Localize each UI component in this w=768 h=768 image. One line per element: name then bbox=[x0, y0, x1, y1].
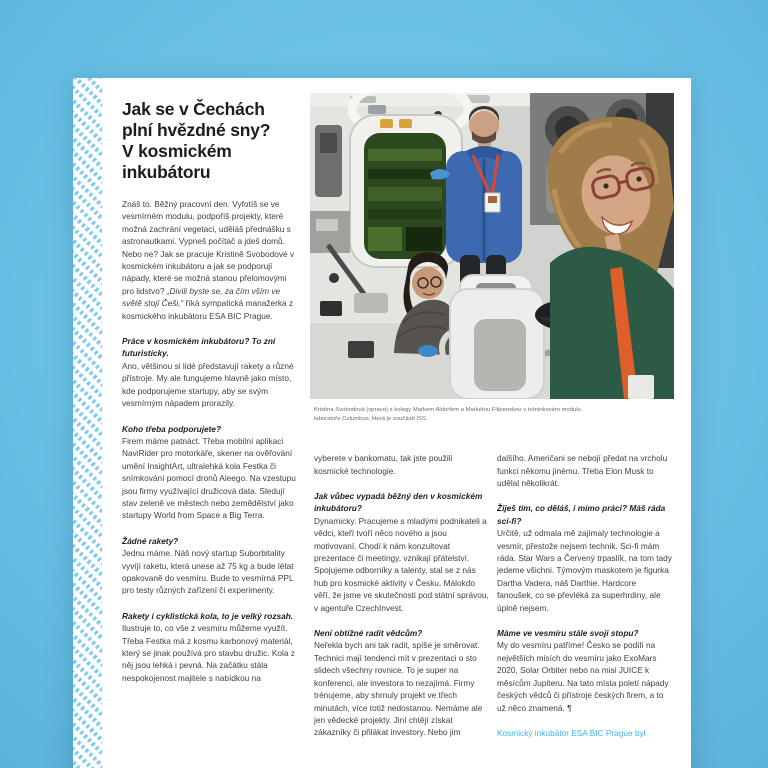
question: Máme ve vesmíru stále svoji stopu? bbox=[497, 628, 639, 639]
answer: Neřekla bych ani tak radit, spíše je směrovat. Technici mají tendenci mít v prezentaci o sto slidech všechny rovnice. To je super na konferenci, ale investora to nezajímá. Firmy trénujeme, aby shrnuly projekt ve třech minutách, více totiž nedostanou. Nemáme ale jen vědecké projekty. Jiní chtějí získat zákazníky či přilákat investory. Nebo jim bbox=[314, 640, 483, 738]
intro-text: Znáš to. Běžný pracovní den. Vyfotíš se ve vesmírném modulu, podpoříš projekty, které možná zachrání vegetaci, uděláš přednášku s astronautkami. Vypneš počítač a jdeš domů. Nebo ne? Jak se pracuje Kristině Svobodové v kosmickém inkubátoru a jak se podporují nápady, které se možná stanou přelomovými pro lidstvo? bbox=[122, 199, 295, 296]
answer: Firem máme patnáct. Třeba mobilní aplikaci NaviRider pro motorkáře, skener na ověřování umění InsightArt, ultralehká kola Festka či snímkování pomocí dronů Aleego. Na vzestupu jsou firmy využívající družicová data. Sledují stav zeleně ve městech nebo zemědělství jako startupy World from Space a Big Terra. bbox=[122, 435, 296, 521]
title-line: V kosmickém bbox=[122, 141, 232, 161]
question: Není obtížné radit vědcům? bbox=[314, 628, 423, 639]
answer: Dynamicky. Pracujeme s mladými podnikateli a vědci, kteří tvoří něco nového a jsou motivovaní. Chodí k nám konzultovat prezentace či meetingy, vznikají přátelství. Spojujeme odborníky a talenty, stal se z nás hub pro kosmické aktivity v Česku. Málokdo věří, že jsme ve skutečnosti pod státní správou, v agentuře CzechInvest. bbox=[314, 515, 489, 613]
hatch-border bbox=[73, 78, 102, 768]
answer: My do vesmíru patříme! Česko se podílí na největších misích do vesmíru jako ExoMars 2020, Solar Orbiter nebo na misi JUICE k měsícům Jupiteru. Na tato místa poletí nápady českých vědců či přístroje českých firem, a to už něco znamená. ¶ bbox=[497, 640, 669, 713]
qa-block bbox=[122, 535, 300, 597]
question: Práce v kosmickém inkubátoru? To zní futuristicky. bbox=[122, 336, 276, 359]
continuation-paragraph: dalšího. Američani se nebojí předat na vrcholu funkci někomu jinému. Třeba Elon Musk to udělal několikrát. bbox=[497, 453, 668, 488]
footer-highlight-text: Kosmický inkubátor ESA BIC Prague byl bbox=[497, 727, 646, 738]
continuation-paragraph: vyberete v bankomatu, tak jste použili kosmické technologie. bbox=[314, 453, 453, 476]
intro-quote: „Divili byste se, za čím vším ve světě stojí Češi,“ bbox=[122, 285, 281, 309]
qa-block bbox=[314, 490, 489, 614]
column-right bbox=[497, 452, 672, 739]
title-line: inkubátoru bbox=[122, 162, 211, 182]
intro-text: říká sympatická manažerka z kosmického inkubátoru ESA BIC Prague. bbox=[122, 298, 294, 321]
question: Jak vůbec vypadá běžný den v kosmickém inkubátoru? bbox=[314, 491, 483, 514]
photo-columbus-module bbox=[310, 93, 674, 399]
column-left bbox=[122, 99, 300, 684]
qa-block bbox=[122, 423, 300, 522]
intro-paragraph bbox=[122, 198, 300, 322]
answer: Určitě, už odmala mě zajímaly technologie a vesmír, přestože nejsem technik. Sci-fi mám ráda. Star Wars a Červený trpaslík, na tom tady jedeme všichni. Týmovým maskotem je figurka Dartha Vadera, náš Darthie. Hardcore fanoušek, co se převléká za superhrdiny, ale úplně nejsem. bbox=[497, 528, 672, 613]
answer: Jednu máme. Náš nový startup Suborbitality vyvíjí raketu, která unese až 75 kg a bude létat opakovaně do vesmíru. Bude to vesmírná PPL pro testy různých zařízení či experimenty. bbox=[122, 548, 294, 596]
answer: Ilustruje to, co vše z vesmíru můžeme využít. Třeba Festka má z kosmu karbonový materiál, který se jinak používá pro stavbu družic. Kola z něj jsou lehká i pevná. Na začátku stála nespokojenost majitele s nabídkou na bbox=[122, 623, 295, 683]
qa-block bbox=[314, 627, 489, 739]
office-chair bbox=[442, 275, 544, 399]
photo-area bbox=[310, 93, 674, 739]
question: Žiješ tím, co děláš, i mimo práci? Máš ráda sci-fi? bbox=[497, 503, 666, 526]
qa-block bbox=[122, 610, 300, 684]
qa-block bbox=[122, 335, 300, 409]
selfie-woman-figure bbox=[547, 117, 674, 399]
module-window bbox=[350, 115, 462, 267]
question: Žádné rakety? bbox=[122, 535, 179, 546]
qa-block bbox=[497, 627, 672, 714]
qa-block bbox=[497, 502, 672, 614]
column-middle bbox=[314, 452, 489, 739]
question: Koho třeba podporujete? bbox=[122, 423, 222, 434]
answer: Ano, většinou si lidé představují rakety a různé přístroje. My ale fungujeme hlavně jako místo, kde podporujeme startupy, aby se svým vesmírným nápadem prorazily. bbox=[122, 360, 294, 409]
article-title bbox=[122, 99, 300, 183]
title-line: plní hvězdné sny? bbox=[122, 120, 271, 140]
yellow-handle bbox=[380, 119, 393, 128]
photo-caption: Kristina Svobodová (vpravo) s kolegy Markem Aldorfem a Markétou Filipenskou v tréninkovém modulu laboratoře Columbus, která je součástí ISS. bbox=[314, 407, 581, 422]
lower-columns bbox=[314, 452, 674, 739]
yellow-handle bbox=[399, 119, 412, 128]
title-line: Jak se v Čechách bbox=[122, 99, 265, 119]
magazine-page bbox=[73, 78, 691, 768]
question: Rakety i cyklistická kola, to je velký rozsah. bbox=[122, 610, 294, 621]
